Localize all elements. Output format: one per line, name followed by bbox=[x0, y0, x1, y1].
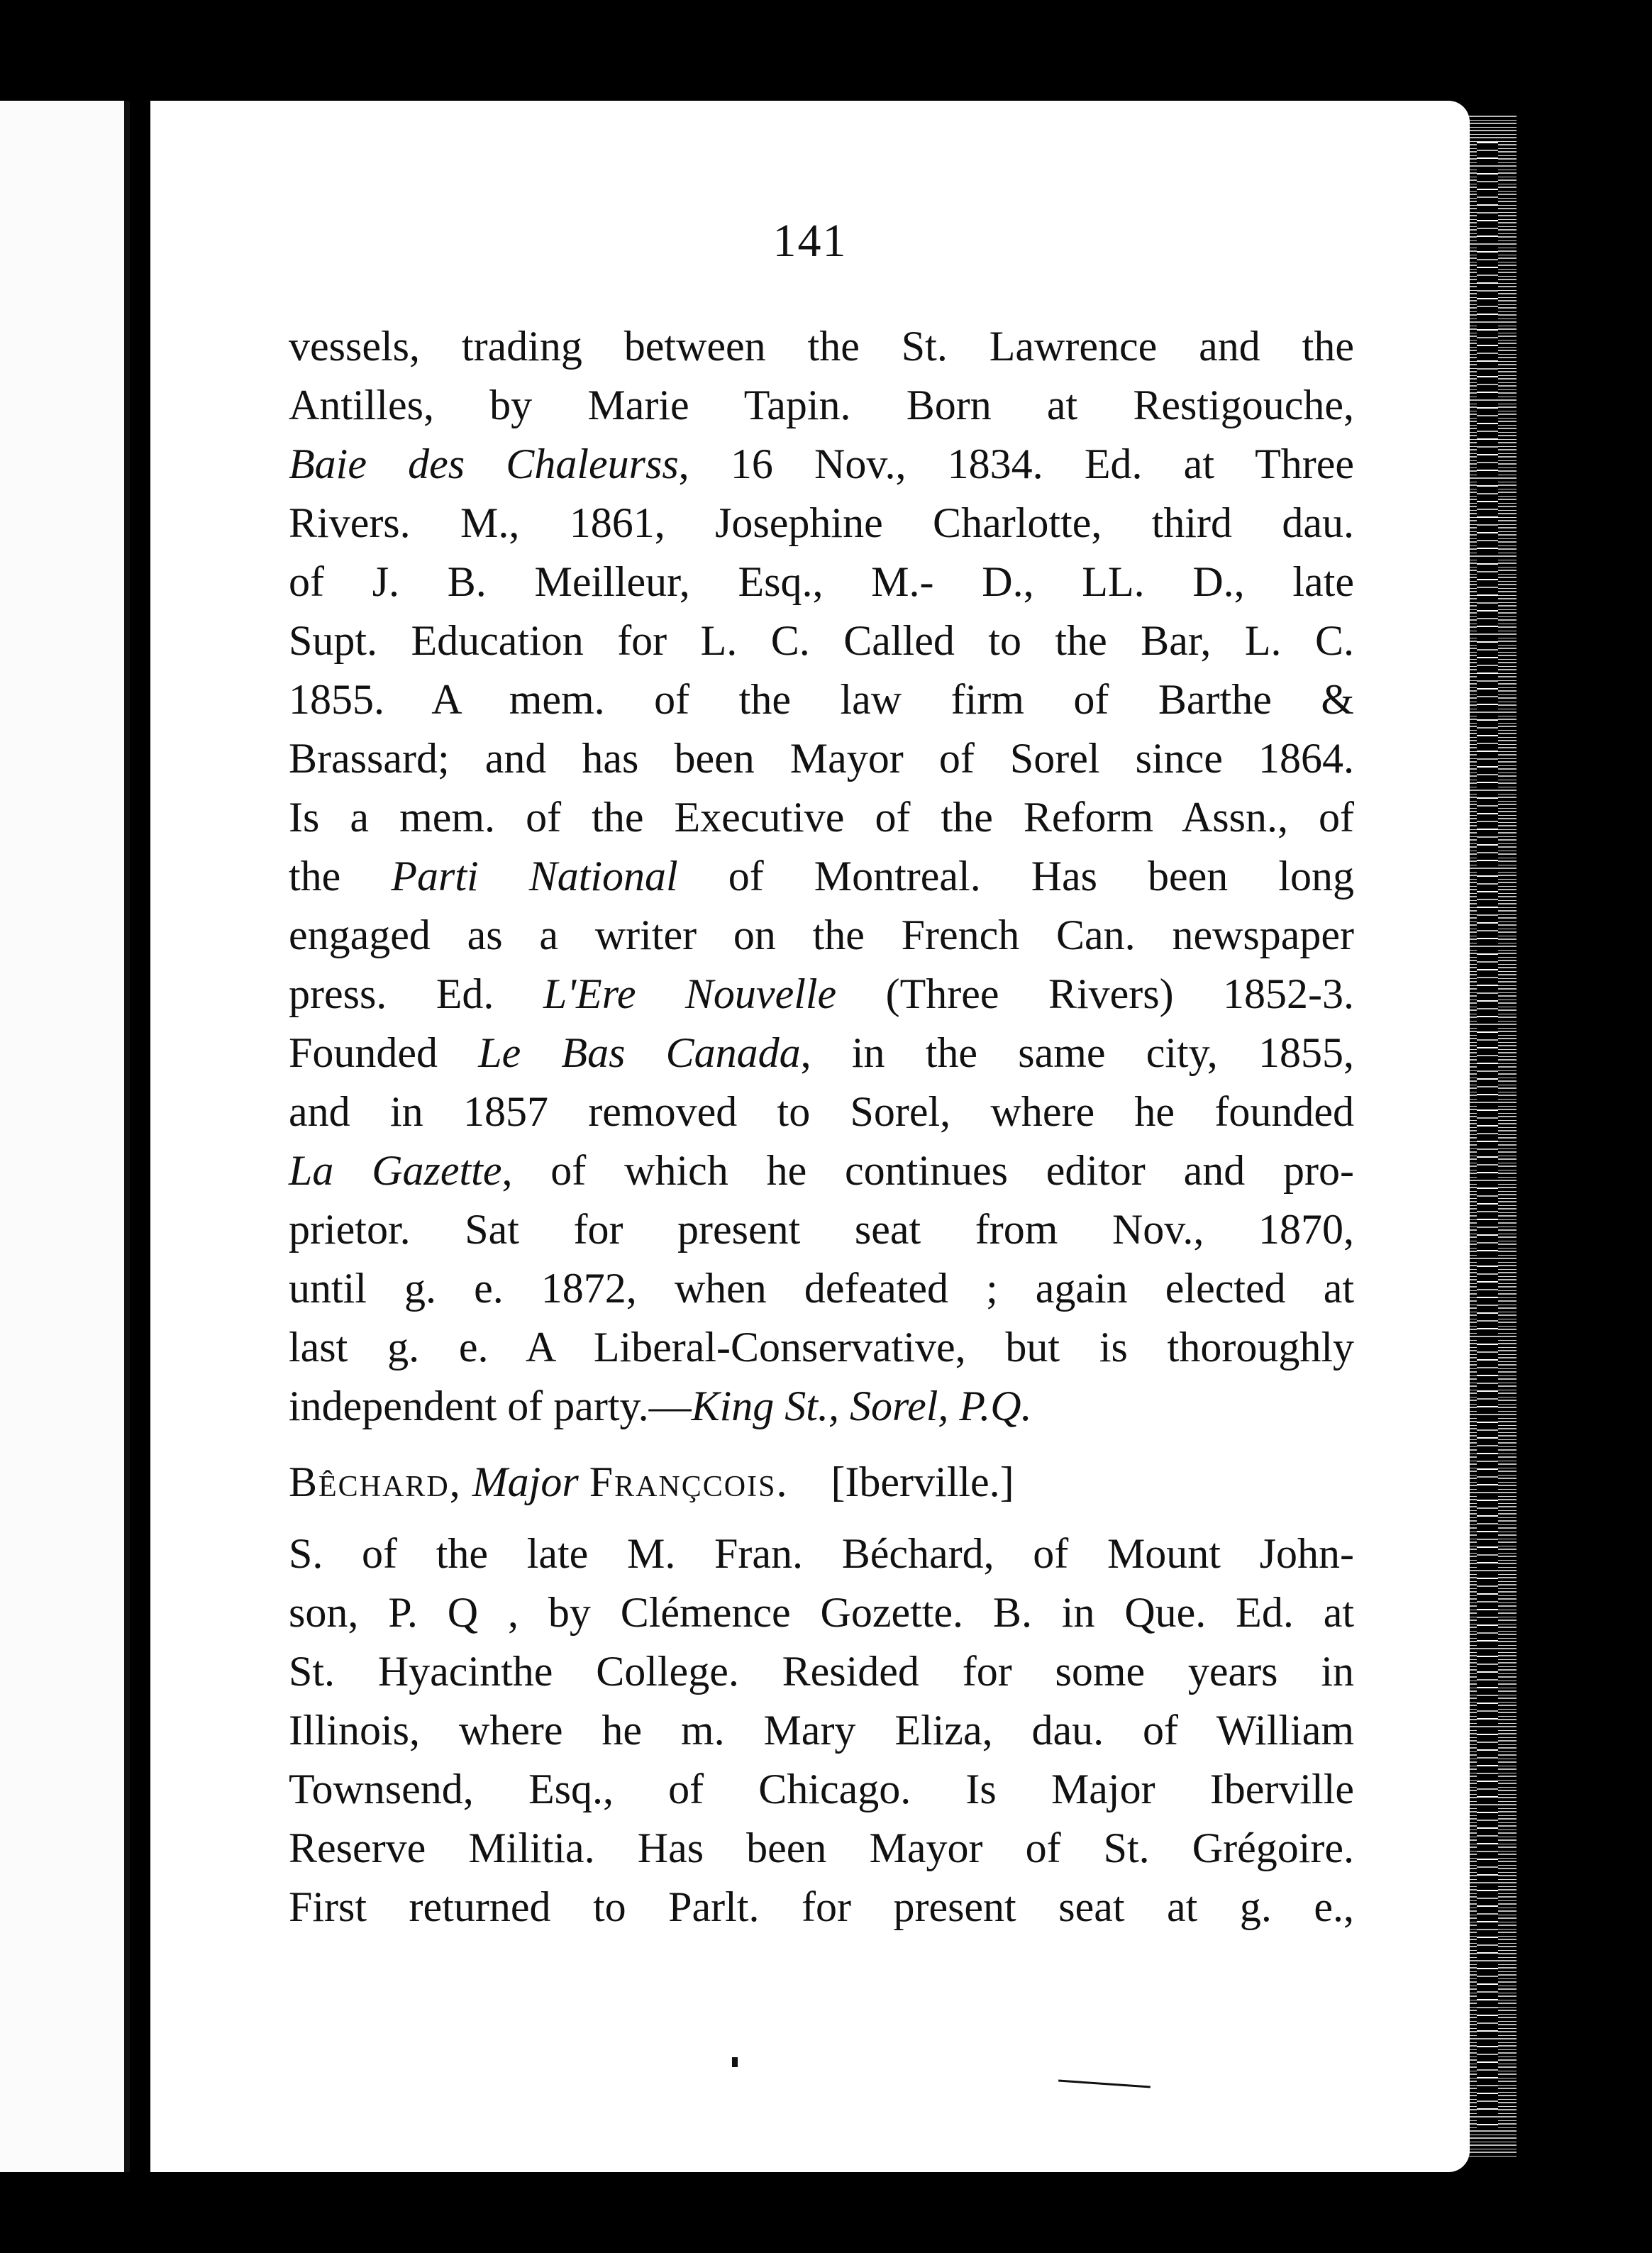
text-line: Baie des Chaleurss, 16 Nov., 1834. Ed. at Three bbox=[289, 441, 1354, 487]
entry-riding: [Iberville.] bbox=[831, 1458, 1014, 1505]
text-line: Reserve Militia. Has been Mayor of St. Grégoire. bbox=[289, 1825, 1354, 1871]
text-line: and in 1857 removed to Sorel, where he founded bbox=[289, 1088, 1354, 1135]
text-line: Brassard; and has been Mayor of Sorel since 1864. bbox=[289, 735, 1354, 782]
text-line: vessels, trading between the St. Lawrence and the bbox=[289, 323, 1354, 370]
text-line: Is a mem. of the Executive of the Reform Assn., of bbox=[289, 794, 1354, 841]
text-line: Antilles, by Marie Tapin. Born at Restigouche, bbox=[289, 382, 1354, 428]
text-line: prietor. Sat for present seat from Nov., 1870, bbox=[289, 1206, 1354, 1253]
text-line: the Parti National of Montreal. Has been long bbox=[289, 853, 1355, 899]
text-line: press. Ed. L'Ere Nouvelle (Three Rivers) 1852-3. bbox=[289, 970, 1354, 1017]
text-line: Townsend, Esq., of Chicago. Is Major Iberville bbox=[289, 1766, 1354, 1812]
book-page bbox=[150, 101, 1470, 2172]
text-line: St. Hyacinthe College. Resided for some years in bbox=[289, 1648, 1354, 1695]
text-line: S. of the late M. Fran. Béchard, of Mount John- bbox=[289, 1530, 1354, 1577]
text-line: engaged as a writer on the French Can. newspaper bbox=[289, 912, 1354, 958]
text-line: of J. B. Meilleur, Esq., M.- D., LL. D., late bbox=[289, 558, 1354, 605]
page-fore-edge-detail bbox=[1477, 142, 1498, 2128]
entry-heading bbox=[289, 1453, 1354, 1512]
page-number: 141 bbox=[772, 215, 848, 267]
previous-page-edge bbox=[0, 101, 130, 2172]
text-line: independent of party.—King St., Sorel, P.Q. bbox=[289, 1383, 1032, 1429]
text-line: until g. e. 1872, when defeated ; again elected at bbox=[289, 1265, 1354, 1312]
print-mark bbox=[732, 2057, 738, 2067]
text-line: Founded Le Bas Canada, in the same city, 1855, bbox=[289, 1029, 1355, 1076]
entry-surname: Bêchard, bbox=[289, 1458, 462, 1505]
text-line: La Gazette, of which he continues editor and pro- bbox=[289, 1147, 1354, 1194]
text-line: First returned to Parlt. for present seat at g. e., bbox=[289, 1883, 1354, 1930]
entry-given-name: Françcois. bbox=[589, 1458, 789, 1505]
print-mark bbox=[1058, 2079, 1151, 2088]
page-text bbox=[289, 317, 1354, 1937]
text-line: Rivers. M., 1861, Josephine Charlotte, third dau. bbox=[289, 499, 1354, 546]
text-line: son, P. Q , by Clémence Gozette. B. in Que. Ed. at bbox=[289, 1589, 1354, 1636]
text-line: 1855. A mem. of the law firm of Barthe & bbox=[289, 676, 1354, 723]
text-line: last g. e. A Liberal-Conservative, but is thoroughly bbox=[289, 1324, 1354, 1371]
text-line: Supt. Education for L. C. Called to the Bar, L. C. bbox=[289, 617, 1354, 664]
entry-rank: Major bbox=[472, 1458, 579, 1505]
text-line: Illinois, where he m. Mary Eliza, dau. of William bbox=[289, 1707, 1354, 1754]
